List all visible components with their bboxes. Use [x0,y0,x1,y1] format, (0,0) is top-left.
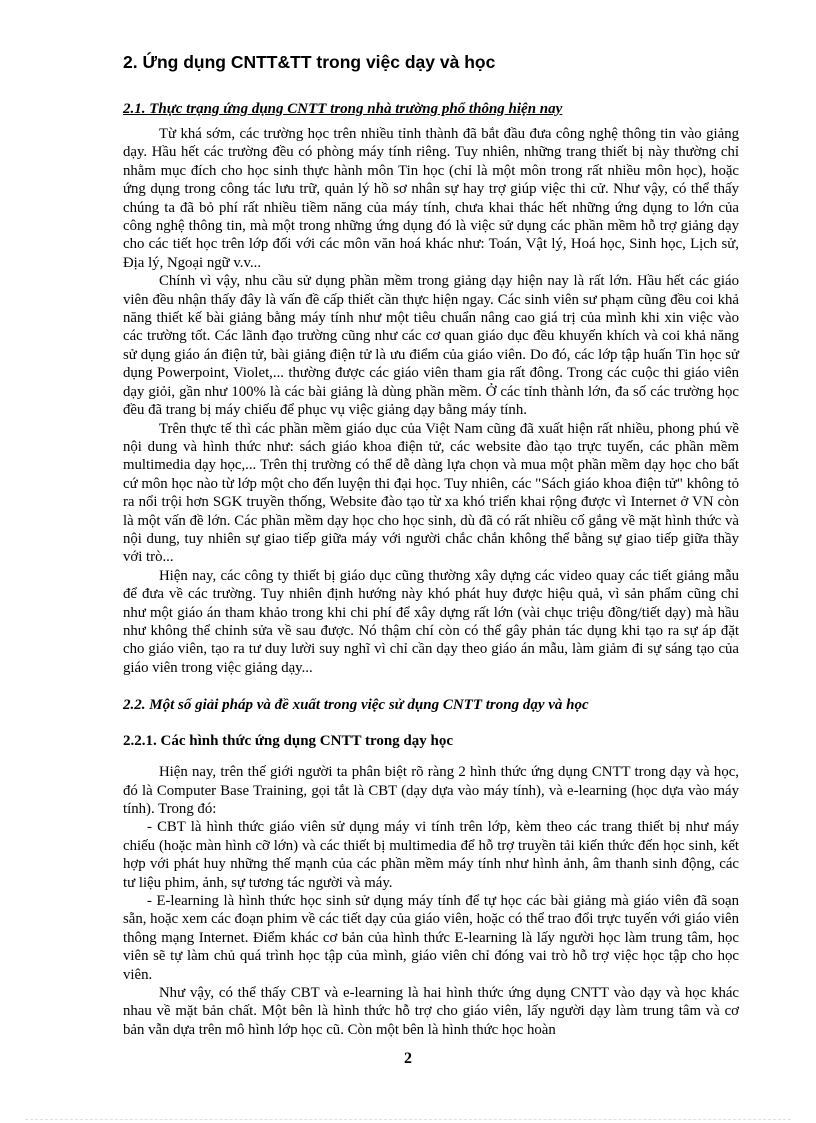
paragraph: Từ khá sớm, các trường học trên nhiều tỉnh thành đã bắt đầu đưa công nghệ thông tin vào giảng dạy. Hầu hết các trường đều có phòng máy tính riêng. Tuy nhiên, những trang thiết bị này thường chỉ nhằm mục đích cho học sinh thực hành môn Tin học (chỉ là một môn trong rất nhiều môn học), hoặc ứng dụng trong công tác lưu trữ, quản lý hồ sơ nhân sự hay trợ giúp việc thi cử. Như vậy, có thể thấy chúng ta đã bỏ phí rất nhiều tiềm năng của máy tính, chưa khai thác hết những ứng dụng to lớn của công nghệ thông tin, mà một trong những ứng dụng đó là việc sử dụng các phần mềm hỗ trợ giảng dạy cho các tiết học trên lớp đối với các môn văn hoá khác như: Toán, Vật lý, Hoá học, Sinh học, Lịch sử, Địa lý, Ngoại ngữ v.v... [123,126,739,271]
paragraph: Hiện nay, các công ty thiết bị giáo dục cũng thường xây dựng các video quay các tiết giảng mẫu để đưa về các trường. Tuy nhiên định hướng này khó phát huy được hiệu quả, vì sản phẩm cũng chỉ như một giáo án tham khảo trong khi chi phí để xây dựng rất lớn (vài chục triệu đồng/tiết dạy) mà hầu như không thể chỉnh sửa về sau được. Nó thậm chí còn có thể gây phản tác dụng khi tạo ra sự áp đặt cho giáo viên, tạo ra tư duy lười suy nghĩ vì chỉ cần dạy theo giáo án mẫu, làm giảm đi sự sáng tạo của giáo viên trong việc giảng dạy... [123,567,739,676]
section-heading: 2. Ứng dụng CNTT&TT trong việc dạy và học [123,52,496,72]
subsection-2-1-heading: 2.1. Thực trạng ứng dụng CNTT trong nhà trường phổ thông hiện nay [123,101,563,117]
page-bottom-divider [25,1119,791,1120]
bullet-cbt: - CBT là hình thức giáo viên sử dụng máy vi tính trên lớp, kèm theo các trang thiết bị như máy chiếu (hoặc màn hình cỡ lớn) và các thiết bị multimedia để hỗ trợ truyền tải kiến thức đến học sinh, kết hợp với phát huy những thế mạnh của các phần mềm máy tính như hình ảnh, âm thanh sinh động, các tư liệu phim, ảnh, sự tương tác người và máy. [123,819,739,891]
paragraph: Hiện nay, trên thế giới người ta phân biệt rõ ràng 2 hình thức ứng dụng CNTT trong dạy và học, đó là Computer Base Training, gọi tắt là CBT (dạy dựa vào máy tính), và e-learning (học dựa vào máy tính). Trong đó: [123,764,739,817]
paragraph: Chính vì vậy, nhu cầu sử dụng phần mềm trong giảng dạy hiện nay là rất lớn. Hầu hết các giáo viên đều nhận thấy đây là vấn đề cấp thiết cần thực hiện ngay. Các sinh viên sư phạm cũng đều coi khả năng thiết kế bài giảng bằng máy tính như một tiêu chuẩn nâng cao giá trị của mình khi xin việc vào các trường tốt. Các lãnh đạo trường cũng như các cơ quan giáo dục đều khuyến khích và coi khả năng sử dụng giáo án điện tử, bài giảng điện tử là ưu điểm của giáo viên. Do đó, các lớp tập huấn Tin học sử dụng Powerpoint, Violet,... thường được các giáo viên tham gia rất đông. Trong các cuộc thi giáo viên dạy giỏi, gần như 100% là các bài giảng là dùng phần mềm. Ở các tỉnh thành lớn, đa số các trường học đều đã trang bị máy chiếu để phục vụ việc giảng dạy bằng máy tính. [123,273,739,419]
subsection-2-2-heading: 2.2. Một số giải pháp và đề xuất trong việc sử dụng CNTT trong dạy và học [123,697,589,714]
document-page [123,38,739,1039]
page-number: 2 [404,1050,412,1067]
bullet-elearning: - E-learning là hình thức học sinh sử dụng máy tính để tự học các bài giảng mà giáo viên đã soạn sẵn, hoặc xem các đoạn phim về các tiết dạy của giáo viên, hoặc có thể trao đổi trực tuyến với giáo viên thông mạng Internet. Điểm khác cơ bản của hình thức E-learning là lấy người học làm trung tâm, học viên sẽ tự làm chủ quá trình học tập của mình, giáo viên chỉ đóng vai trò hỗ trợ việc học tập cho học viên. [123,893,739,983]
paragraph: Như vậy, có thể thấy CBT và e-learning là hai hình thức ứng dụng CNTT vào dạy và học khác nhau về mặt bản chất. Một bên là hình thức hỗ trợ cho giáo viên, lấy người dạy làm trung tâm và cơ bản vẫn dựa trên mô hình lớp học cũ. Còn một bên là hình thức học hoàn [123,985,739,1038]
subsection-2-2-1-heading: 2.2.1. Các hình thức ứng dụng CNTT trong dạy học [123,733,454,750]
paragraph: Trên thực tế thì các phần mềm giáo dục của Việt Nam cũng đã xuất hiện rất nhiều, phong phú về nội dung và hình thức như: sách giáo khoa điện tử, các website đào tạo trực tuyến, các phần mềm multimedia dạy học,... Trên thị trường có thể dễ dàng lựa chọn và mua một phần mềm dạy học cho bất cứ môn học nào từ lớp một cho đến luyện thi đại học. Tuy nhiên, các "Sách giáo khoa điện tử" không tỏ ra nổi trội hơn SGK truyền thống, Website đào tạo từ xa khó triển khai rộng được vì Internet ở VN còn là một vấn đề lớn. Các phần mềm dạy học cho học sinh, dù đã có rất nhiều cố gắng về mặt hình thức và nội dung, tuy nhiên sự giao tiếp giữa máy với người chắc chắn không thể bằng sự giao tiếp giữa thầy với trò... [123,420,739,566]
